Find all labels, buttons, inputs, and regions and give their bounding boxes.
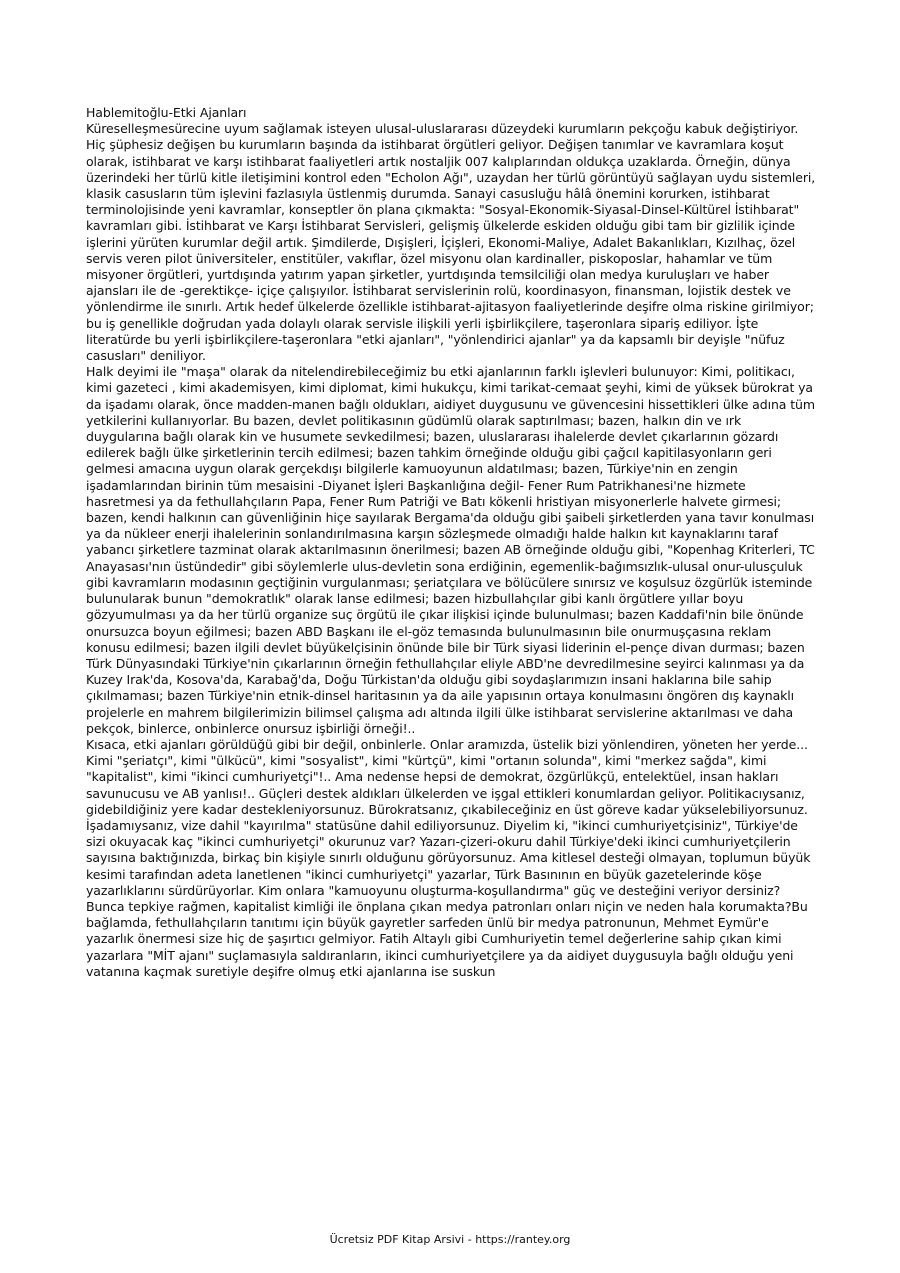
page-footer: Ücretsiz PDF Kitap Arsivi - https://rantey.org xyxy=(329,1233,571,1246)
paragraph: Küreselleşmesürecine uyum sağlamak isteyen ulusal-uluslararası düzeydeki kurumların pekçoğu kabuk değiştiriyor. Hiç şüphesiz değişen bu kurumların başında da istihbarat örgütleri geliyor. Değişen tanımlar ve kavramlara koşut olarak, istihbarat ve karşı istihbarat faaliyetleri artık nostaljik 007 kalıplarından oldukça uzaklarda. Örneğin, dünya üzerindeki her türlü kitle iletişimini kontrol eden "Echolon Ağı", uzaydan her türlü görüntüyü sağlayan uydu sistemleri, klasik casusların tüm işlevini fazlasıyla üstlenmiş durumda. Sanayi casusluğu hâlâ önemini korurken, istihbarat terminolojisinde yeni kavramlar, konseptler ön plana çıkmakta: "Sosyal-Ekonomik-Siyasal-Dinsel-Kültürel İstihbarat" kavramları gibi. İstihbarat ve Karşı İstihbarat Servisleri, gelişmiş ülkelerde eskiden olduğu gibi tam bir gizlilik içinde işlerini yürüten kurumlar değil artık. Şimdilerde, Dışişleri, İçişleri, Ekonomi-Maliye, Adalet Bakanlıkları, Kızılhaç, özel servis veren pilot üniversiteler, enstitüler, vakıflar, özel misyonu olan kardinaller, piskoposlar, hahamlar ve tüm misyoner örgütleri, yurtdışında yatırım yapan şirketler, yurtdışında temsilciliği olan medya kuruluşları ve haber ajansları ile de -gerektikçe- içiçe çalışıyılor. İstihbarat servislerinin rolü, koordinasyon, finansman, lojistik destek ve yönlendirme ile sınırlı. Artık hedef ülkelerde özellikle istihbarat-ajitasyon faaliyetlerinde deşifre olma riskine girilmiyor; bu iş genellikle doğrudan yada dolaylı olarak servisle ilişkili yerli işbirlikçilere, taşeronlara sipariş ediliyor. İşte literatürde bu yerli işbirlikçilere-taşeronlara "etki ajanları", "yönlendirici ajanlar" ya da kapsamlı bir deyişle "nüfuz casusları" deniliyor. xyxy=(86,121,816,364)
paragraph: Halk deyimi ile "maşa" olarak da nitelendirebileceğimiz bu etki ajanlarının farklı işlevleri bulunuyor: Kimi, politikacı, kimi gazeteci , kimi akademisyen, kimi diplomat, kimi hukukçu, kimi tarikat-cemaat şeyhi, kimi de yüksek bürokrat ya da işadamı olarak, önce madden-manen bağlı oldukları, aidiyet duygusunu ve güvencesini hissettikleri ülke adına tüm yetkilerini kullanıyorlar. Bu bazen, devlet politikasının güdümlü olarak saptırılması; bazen, halkın din ve ırk duygularına bağlı olarak kin ve husumete sevkedilmesi; bazen, uluslararası ihalelerde devlet çıkarlarının gözardı edilerek bağlı ülke şirketlerinin tercih edilmesi; bazen tahkim örneğinde olduğu gibi çağcıl kapitilasyonların geri gelmesi amacına uygun olarak gerçekdışı bilgilerle kamuoyunun aldatılması; bazen, Türkiye'nin en zengin işadamlarından birinin tüm mesaisini -Diyanet İşleri Başkanlığına değil- Fener Rum Patrikhanesi'ne hizmete hasretmesi ya da fethullahçıların Papa, Fener Rum Patriği ve Batı kökenli hristiyan misyonerlerle halvete girmesi; bazen, kendi halkının can güvenliğinin hiçe sayılarak Bergama'da olduğu gibi şaibeli şirketlerden yana tavır konulması ya da nükleer enerji ihalelerinin sonlandırılmasına karşın sözleşmede olmadığı halde halkın kıt kaynaklarını taraf yabancı şirketlere tazminat olarak aktarılmasının önerilmesi; bazen AB örneğinde olduğu gibi, "Kopenhag Kriterleri, TC Anayasası'nın üstündedir" gibi söylemlerle ulus-devletin sona erdiğinin, egemenlik-bağımsızlık-ulusal onur-ulusçuluk gibi kavramların modasının geçtiğinin vurgulanması; şeriatçılara ve bölücülere sınırsız ve koşulsuz özgürlük isteminde bulunularak bunun "demokratlık" olarak lanse edilmesi; bazen hizbullahçılar gibi kanlı örgütlere yıllar boyu gözyumulması ya da her türlü organize suç örgütü ile çıkar ilişkisi içinde bulunulması; bazen Kaddafi'nin bile önünde onursuzca boyun eğilmesi; bazen ABD Başkanı ile el-göz temasında bulunulmasının bile onurmuşçasına reklam konusu edilmesi; bazen ilgili devlet büyükelçisinin önünde bile bir Türk siyasi liderinin el-pençe divan durması; bazen Türk Dünyasındaki Türkiye'nin çıkarlarının örneğin fethullahçılar eliyle ABD'ne devredilmesine seyirci kalınması ya da Kuzey Irak'da, Kosova'da, Karabağ'da, Doğu Türkistan'da olduğu gibi soydaşlarımızın insani haklarına bile sahip çıkılmaması; bazen Türkiye'nin etnik-dinsel haritasının ya da aile yapısının ortaya konulmasını öngören dış kaynaklı projelerle en mahrem bilgilerimizin bilimsel çalışma adı altında ilgili ülke istihbarat servislerine aktarılması ve daha pekçok, binlerce, onbinlerce onursuz işbirliği örneği!.. xyxy=(86,364,815,736)
document-title: Hablemitoğlu-Etki Ajanları xyxy=(86,105,247,120)
paragraph: Kısaca, etki ajanları görüldüğü gibi bir değil, onbinlerle. Onlar aramızda, üstelik bizi yönlendiren, yöneten her yerde... Kimi "şeriatçı", kimi "ülkücü", kimi "sosyalist", kimi "kürtçü", kimi "ortanın solunda", kimi "merkez sağda", kimi "kapitalist", kimi "ikinci cumhuriyetçi"!.. Ama nedense hepsi de demokrat, özgürlükçü, entelektüel, insan hakları savunucusu ve AB yanlısı!.. Güçleri destek aldıkları ülkelerden ve işgal ettikleri konumlardan geliyor. Politikacıysanız, gidebildiğiniz yere kadar destekleniyorsunuz. Bürokratsanız, çıkabileceğiniz en üst göreve kadar yükselebiliyorsunuz. İşadamıysanız, vize dahil "kayırılma" statüsüne dahil ediliyorsunuz. Diyelim ki, "ikinci cumhuriyetçisiniz", Türkiye'de sizi okuyacak kaç "ikinci cumhuriyetçi" okurunuz var? Yazarı-çizeri-okuru dahil Türkiye'deki ikinci cumhuriyetçilerin sayısına baktığınızda, birkaç bin kişiyle sınırlı olduğunu görüyorsunuz. Ama kitlesel desteği olmayan, toplumun büyük kesimi tarafından adeta lanetlenen "ikinci cumhuriyetçi" yazarlar, Türk Basınının en büyük gazetelerinde köşe yazarlıklarını sürdürüyorlar. Kim onlara "kamuoyunu oluşturma-koşullandırma" güç ve desteğini veriyor dersiniz? Bunca tepkiye rağmen, kapitalist kimliği ile önplana çıkan medya patronları onları niçin ve neden hala korumakta?Bu bağlamda, fethullahçıların tanıtımı için büyük gayretler sarfeden ünlü bir medya patronunun, Mehmet Eymür'e yazarlık önermesi size hiç de şaşırtıcı gelmiyor. Fatih Altaylı gibi Cumhuriyetin temel değerlerine sahip çıkan kimi yazarlara "MİT ajanı" suçlamasıyla saldıranların, ikinci cumhuriyetçilere ya da aidiyet duygusuyla bağlı olduğu yeni vatanına kaçmak suretiyle deşifre olmuş etki ajanlarına ise suskun xyxy=(86,736,811,979)
document-body xyxy=(86,105,816,980)
